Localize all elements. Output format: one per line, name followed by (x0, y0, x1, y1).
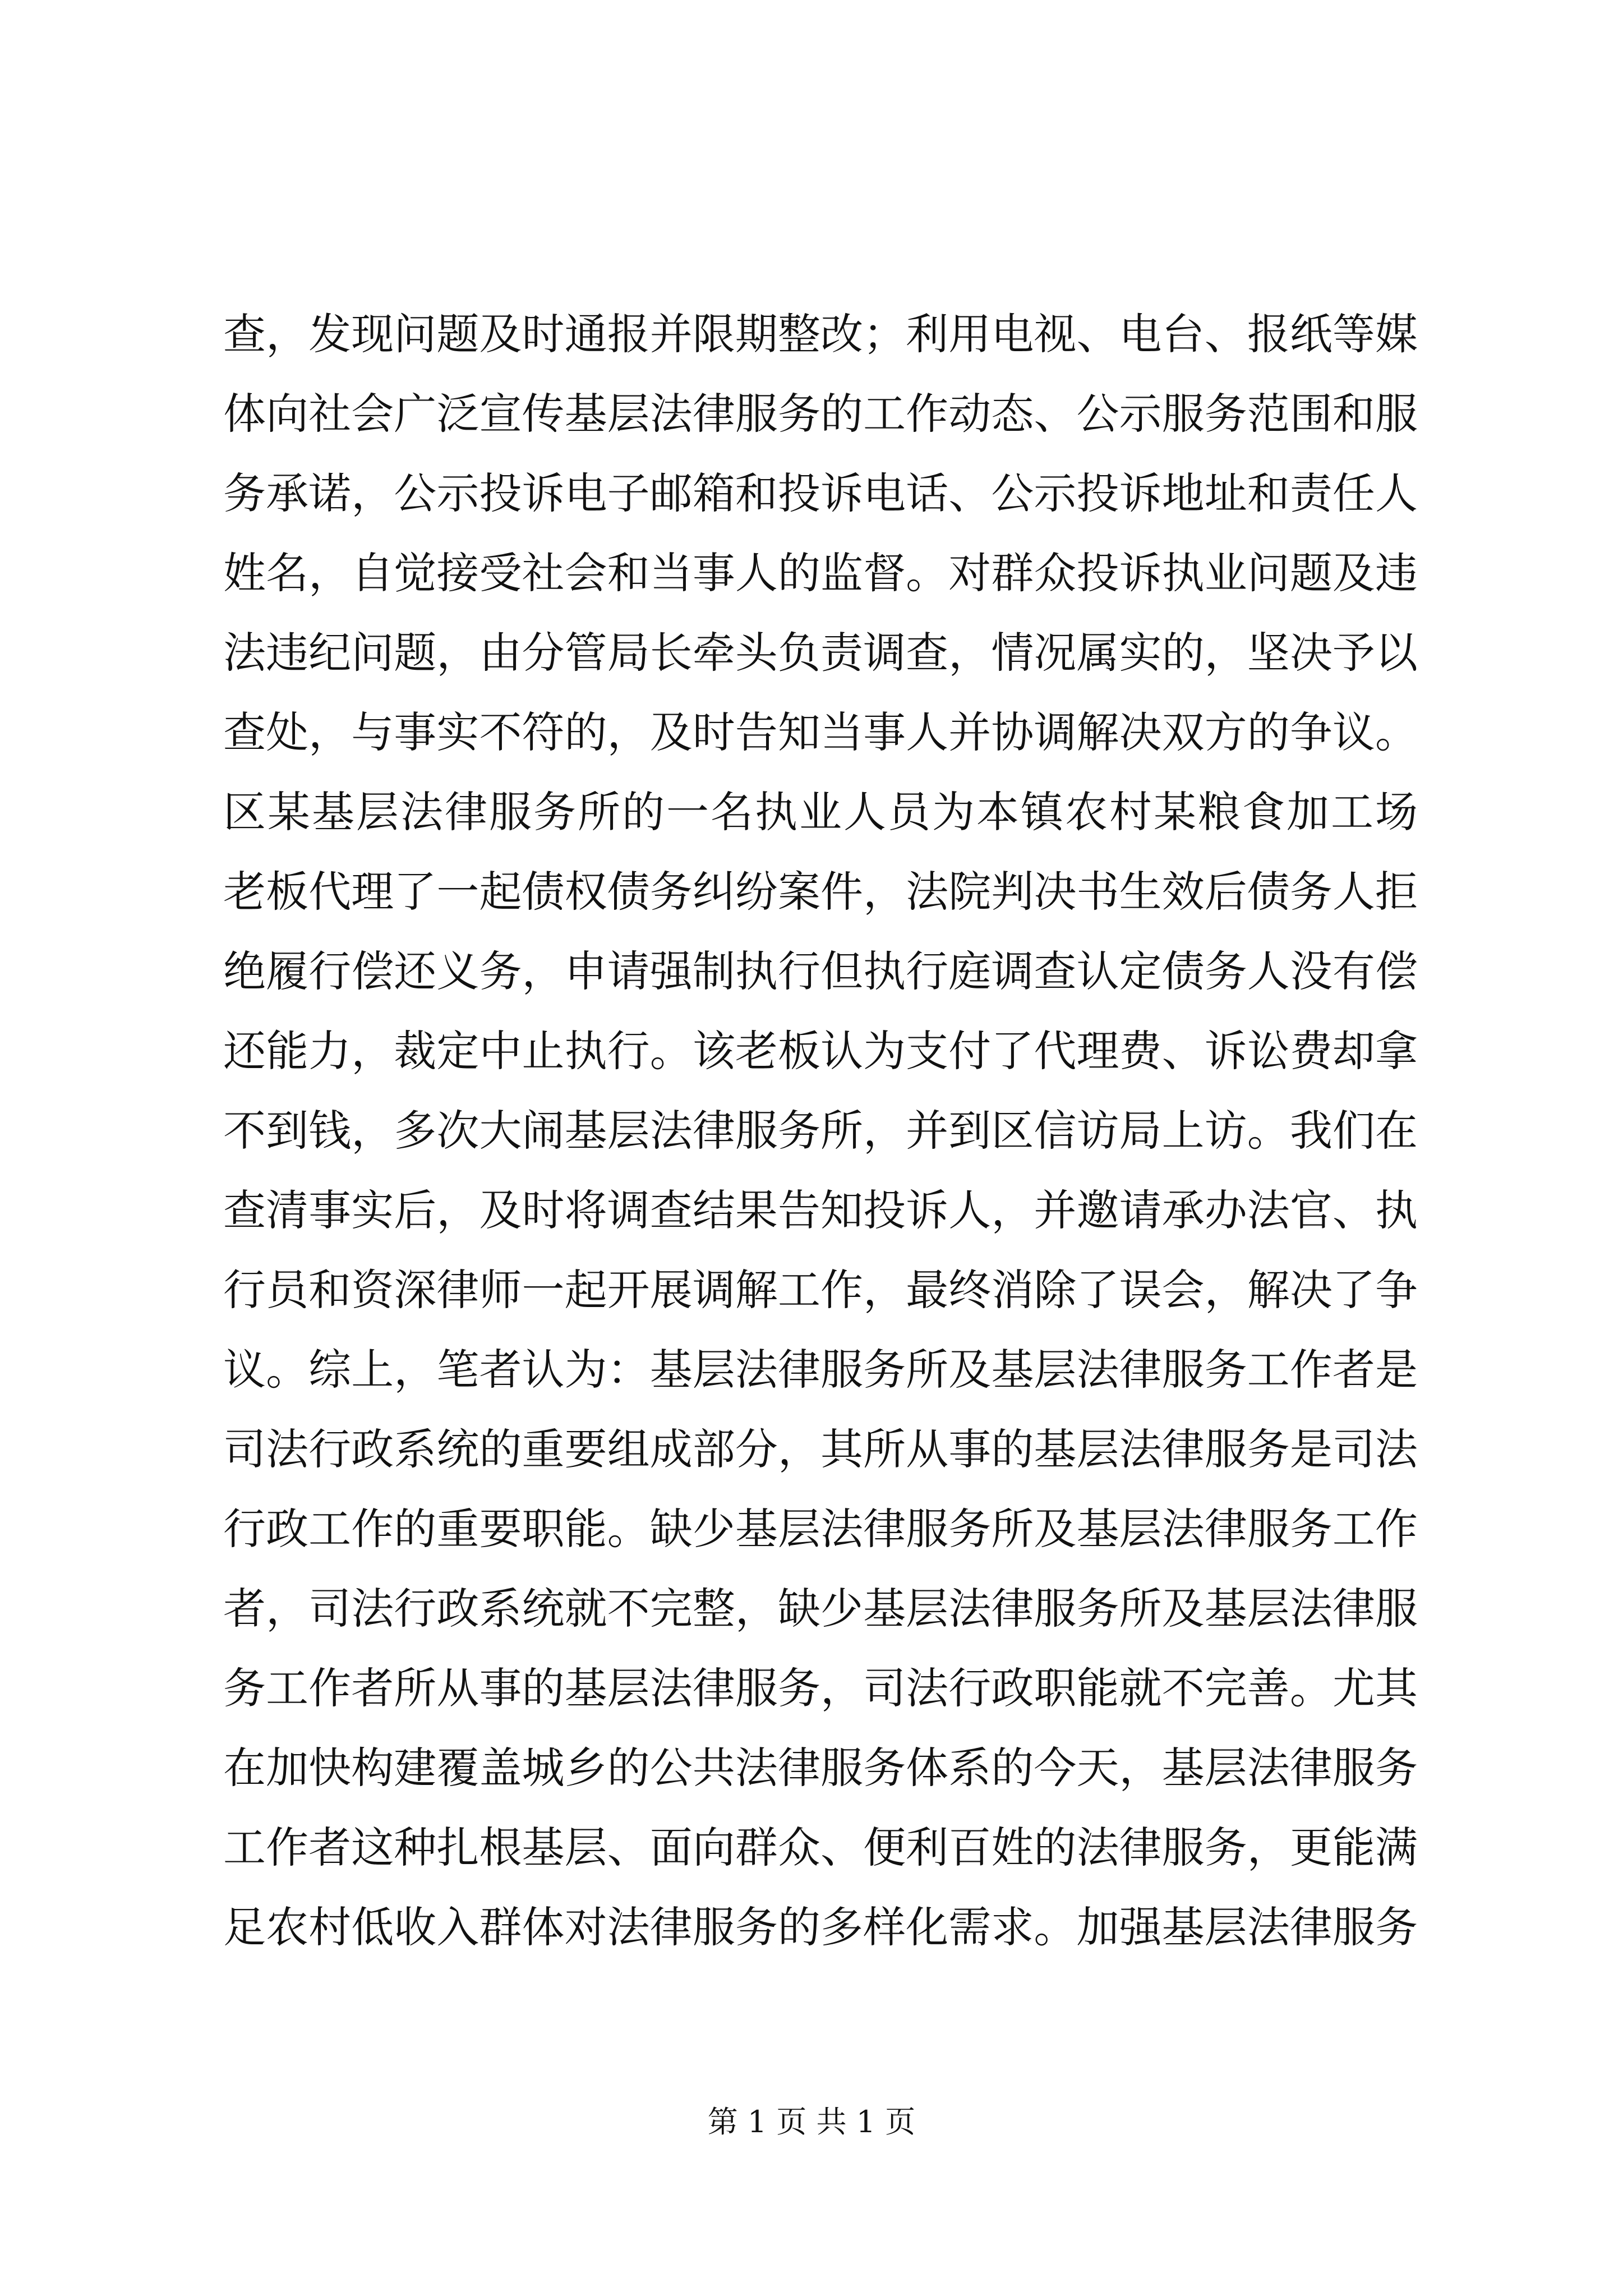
text-line: 查，发现问题及时通报并限期整改；利用电视、电台、报纸等媒 (223, 309, 1418, 359)
text-line: 务承诺，公示投诉电子邮箱和投诉电话、公示投诉地址和责任人 (223, 468, 1418, 518)
text-line: 老板代理了一起债权债务纠纷案件，法院判决书生效后债务人拒 (223, 867, 1418, 917)
text-line: 工作者这种扎根基层、面向群众、便利百姓的法律服务，更能满 (223, 1823, 1418, 1872)
text-line: 司法行政系统的重要组成部分，其所从事的基层法律服务是司法 (223, 1424, 1418, 1474)
page-footer (0, 2102, 1623, 2142)
text-line: 不到钱，多次大闹基层法律服务所，并到区信访局上访。我们在 (223, 1106, 1418, 1156)
text-line: 在加快构建覆盖城乡的公共法律服务体系的今天，基层法律服务 (223, 1743, 1418, 1793)
text-line: 还能力，裁定中止执行。该老板认为支付了代理费、诉讼费却拿 (223, 1026, 1418, 1076)
body-text (223, 295, 1418, 1967)
text-line: 法违纪问题，由分管局长牵头负责调查，情况属实的，坚决予以 (223, 628, 1418, 678)
text-line: 议。综上，笔者认为：基层法律服务所及基层法律服务工作者是 (223, 1345, 1418, 1395)
text-line: 务工作者所从事的基层法律服务，司法行政职能就不完善。尤其 (223, 1663, 1418, 1713)
text-line: 足农村低收入群体对法律服务的多样化需求。加强基层法律服务 (223, 1902, 1418, 1952)
text-line: 行政工作的重要职能。缺少基层法律服务所及基层法律服务工作 (223, 1504, 1418, 1554)
text-line: 者，司法行政系统就不完整，缺少基层法律服务所及基层法律服 (223, 1584, 1418, 1634)
text-line: 查清事实后，及时将调查结果告知投诉人，并邀请承办法官、执 (223, 1185, 1418, 1235)
text-line: 体向社会广泛宣传基层法律服务的工作动态、公示服务范围和服 (223, 389, 1418, 439)
text-line: 行员和资深律师一起开展调解工作，最终消除了误会，解决了争 (223, 1265, 1418, 1315)
text-line: 姓名，自觉接受社会和当事人的监督。对群众投诉执业问题及违 (223, 548, 1418, 598)
text-line: 绝履行偿还义务，申请强制执行但执行庭调查认定债务人没有偿 (223, 946, 1418, 996)
page-number-label: 第 1 页 共 1 页 (707, 2104, 916, 2139)
text-line: 区某基层法律服务所的一名执业人员为本镇农村某粮食加工场 (223, 787, 1418, 837)
text-line: 查处，与事实不符的，及时告知当事人并协调解决双方的争议。 (223, 707, 1418, 757)
